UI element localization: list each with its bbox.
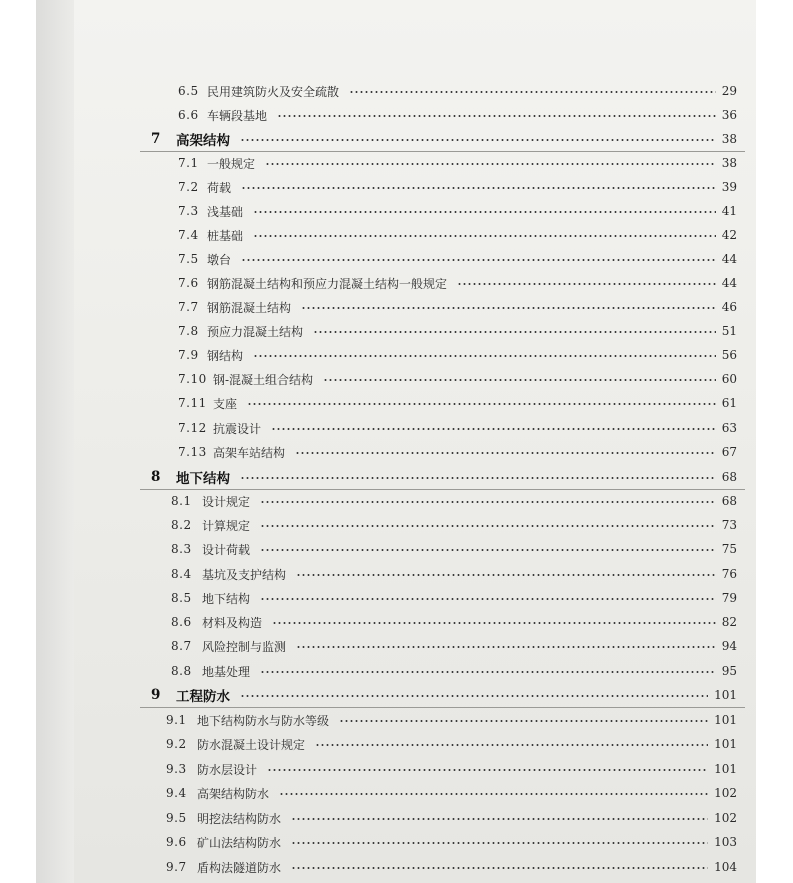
toc-entry-page-number: 41 xyxy=(721,204,737,218)
toc-entry-number: 7.1 xyxy=(178,156,199,170)
toc-entry-number: 9.1 xyxy=(166,713,187,727)
toc-entry-title: 墩台 xyxy=(207,252,232,267)
toc-entry-title: 钢筋混凝土结构 xyxy=(207,300,292,315)
toc-entry-title: 地下结构防水与防水等级 xyxy=(197,713,330,728)
toc-entry-number: 8.6 xyxy=(171,615,192,629)
toc-entry-title: 矿山法结构防水 xyxy=(197,835,282,850)
toc-section-row xyxy=(0,271,793,295)
toc-entry-page-number: 38 xyxy=(721,156,737,170)
toc-dot-leader xyxy=(296,574,716,576)
toc-entry-number: 8 xyxy=(151,469,161,485)
toc-entry-number: 7.12 xyxy=(178,421,207,435)
toc-entry-title: 设计规定 xyxy=(202,494,251,509)
toc-dot-leader xyxy=(267,769,708,771)
toc-dot-leader xyxy=(279,793,708,795)
toc-entry-page-number: 102 xyxy=(714,786,737,800)
toc-entry-title: 计算规定 xyxy=(202,518,251,533)
toc-section-row xyxy=(0,367,793,391)
toc-section-row xyxy=(0,537,793,561)
toc-entry-page-number: 61 xyxy=(721,396,737,410)
toc-entry-number: 7.2 xyxy=(178,180,199,194)
toc-entry-page-number: 101 xyxy=(714,713,737,727)
toc-entry-title: 钢结构 xyxy=(207,348,244,363)
toc-section-row xyxy=(0,830,793,854)
toc-dot-leader xyxy=(277,115,716,117)
toc-dot-leader xyxy=(265,163,716,165)
toc-section-row xyxy=(0,175,793,199)
toc-section-row xyxy=(0,708,793,732)
toc-entry-number: 7.13 xyxy=(178,445,207,459)
toc-section-row xyxy=(0,634,793,658)
toc-entry-title: 钢-混凝土组合结构 xyxy=(213,372,314,387)
toc-section-row xyxy=(0,610,793,634)
toc-entry-page-number: 103 xyxy=(714,835,737,849)
toc-entry-page-number: 76 xyxy=(721,567,737,581)
toc-dot-leader xyxy=(457,283,716,285)
toc-entry-title: 地下结构 xyxy=(176,471,230,487)
toc-entry-number: 7.3 xyxy=(178,204,199,218)
toc-entry-page-number: 101 xyxy=(714,688,737,702)
toc-chapter-row xyxy=(0,465,793,489)
toc-entry-number: 8.7 xyxy=(171,639,192,653)
toc-entry-title: 材料及构造 xyxy=(202,615,263,630)
toc-section-row xyxy=(0,562,793,586)
toc-dot-leader xyxy=(339,720,708,722)
toc-entry-title: 预应力混凝土结构 xyxy=(207,324,304,339)
toc-entry-title: 防水层设计 xyxy=(197,762,258,777)
toc-entry-title: 浅基础 xyxy=(207,204,244,219)
toc-entry-number: 7.6 xyxy=(178,276,199,290)
toc-section-row xyxy=(0,757,793,781)
toc-entry-page-number: 95 xyxy=(721,664,737,678)
toc-entry-number: 8.5 xyxy=(171,591,192,605)
toc-entry-title: 风险控制与监测 xyxy=(202,639,287,654)
toc-section-row xyxy=(0,781,793,805)
toc-dot-leader xyxy=(240,139,716,141)
toc-entry-page-number: 29 xyxy=(721,84,737,98)
toc-entry-page-number: 101 xyxy=(714,737,737,751)
toc-entry-page-number: 82 xyxy=(721,615,737,629)
toc-section-row xyxy=(0,732,793,756)
toc-entry-title: 防水混凝土设计规定 xyxy=(197,737,306,752)
toc-entry-number: 7.7 xyxy=(178,300,199,314)
toc-section-row xyxy=(0,586,793,610)
toc-entry-number: 7.8 xyxy=(178,324,199,338)
toc-entry-title: 地下结构 xyxy=(202,591,251,606)
toc-section-row xyxy=(0,247,793,271)
toc-section-row xyxy=(0,223,793,247)
toc-dot-leader xyxy=(253,355,716,357)
toc-dot-leader xyxy=(260,525,716,527)
toc-entry-title: 荷载 xyxy=(207,180,232,195)
toc-section-row xyxy=(0,440,793,464)
toc-entry-title: 抗震设计 xyxy=(213,421,262,436)
toc-dot-leader xyxy=(291,818,708,820)
toc-entry-title: 一般规定 xyxy=(207,156,256,171)
toc-entry-title: 高架车站结构 xyxy=(213,445,286,460)
toc-entry-title: 车辆段基地 xyxy=(207,108,268,123)
toc-entry-title: 支座 xyxy=(213,396,238,411)
toc-entry-page-number: 63 xyxy=(721,421,737,435)
toc-entry-number: 9.2 xyxy=(166,737,187,751)
toc-entry-number: 8.1 xyxy=(171,494,192,508)
toc-section-row xyxy=(0,79,793,103)
toc-dot-leader xyxy=(291,842,708,844)
toc-dot-leader xyxy=(260,501,716,503)
toc-section-row xyxy=(0,295,793,319)
toc-section-row xyxy=(0,416,793,440)
toc-entry-number: 7.10 xyxy=(178,372,207,386)
toc-dot-leader xyxy=(260,549,716,551)
toc-entry-number: 8.2 xyxy=(171,518,192,532)
toc-section-row xyxy=(0,855,793,879)
toc-dot-leader xyxy=(315,744,708,746)
toc-entry-number: 9 xyxy=(151,687,161,703)
toc-entry-page-number: 75 xyxy=(721,542,737,556)
toc-dot-leader xyxy=(260,671,716,673)
toc-dot-leader xyxy=(253,235,716,237)
toc-entry-number: 9.5 xyxy=(166,811,187,825)
toc-entry-page-number: 44 xyxy=(721,252,737,266)
toc-dot-leader xyxy=(271,428,716,430)
toc-entry-number: 8.8 xyxy=(171,664,192,678)
toc-entry-page-number: 38 xyxy=(721,132,737,146)
toc-entry-page-number: 79 xyxy=(721,591,737,605)
toc-entry-page-number: 73 xyxy=(721,518,737,532)
toc-entry-number: 7.4 xyxy=(178,228,199,242)
toc-entry-number: 9.7 xyxy=(166,860,187,874)
toc-entry-page-number: 51 xyxy=(721,324,737,338)
toc-section-row xyxy=(0,806,793,830)
toc-entry-number: 8.4 xyxy=(171,567,192,581)
toc-entry-page-number: 60 xyxy=(721,372,737,386)
toc-entry-number: 7.9 xyxy=(178,348,199,362)
toc-section-row xyxy=(0,199,793,223)
toc-section-row xyxy=(0,391,793,415)
toc-entry-page-number: 46 xyxy=(721,300,737,314)
toc-entry-title: 地基处理 xyxy=(202,664,251,679)
toc-section-row xyxy=(0,343,793,367)
toc-entry-number: 7.5 xyxy=(178,252,199,266)
toc-section-row xyxy=(0,659,793,683)
toc-entry-number: 9.4 xyxy=(166,786,187,800)
toc-entry-page-number: 102 xyxy=(714,811,737,825)
toc-entry-page-number: 67 xyxy=(721,445,737,459)
toc-dot-leader xyxy=(240,477,716,479)
toc-entry-title: 盾构法隧道防水 xyxy=(197,860,282,875)
toc-section-row xyxy=(0,489,793,513)
toc-section-row xyxy=(0,319,793,343)
toc-entry-page-number: 68 xyxy=(721,470,737,484)
toc-entry-title: 设计荷载 xyxy=(202,542,251,557)
toc-entry-page-number: 68 xyxy=(721,494,737,508)
toc-entry-page-number: 39 xyxy=(721,180,737,194)
toc-entry-number: 6.6 xyxy=(178,108,199,122)
toc-entry-page-number: 94 xyxy=(721,639,737,653)
toc-entry-number: 7.11 xyxy=(178,396,207,410)
toc-entry-page-number: 101 xyxy=(714,762,737,776)
toc-dot-leader xyxy=(260,598,716,600)
toc-entry-title: 桩基础 xyxy=(207,228,244,243)
toc-dot-leader xyxy=(323,379,716,381)
toc-dot-leader xyxy=(241,187,716,189)
toc-entry-title: 高架结构防水 xyxy=(197,786,270,801)
toc-section-row xyxy=(0,103,793,127)
toc-chapter-row xyxy=(0,683,793,707)
toc-entry-page-number: 104 xyxy=(714,860,737,874)
toc-entry-title: 明挖法结构防水 xyxy=(197,811,282,826)
toc-section-row xyxy=(0,151,793,175)
toc-entry-title: 钢筋混凝土结构和预应力混凝土结构一般规定 xyxy=(207,276,448,291)
toc-dot-leader xyxy=(291,867,708,869)
toc-entry-page-number: 36 xyxy=(721,108,737,122)
toc-entry-number: 9.6 xyxy=(166,835,187,849)
toc-entry-title: 高架结构 xyxy=(176,133,230,149)
toc-dot-leader xyxy=(349,91,716,93)
toc-dot-leader xyxy=(241,259,716,261)
toc-dot-leader xyxy=(240,695,708,697)
toc-entry-title: 民用建筑防火及安全疏散 xyxy=(207,84,340,99)
toc-dot-leader xyxy=(296,646,716,648)
toc-dot-leader xyxy=(301,307,716,309)
toc-entry-page-number: 56 xyxy=(721,348,737,362)
toc-dot-leader xyxy=(295,452,716,454)
toc-chapter-row xyxy=(0,127,793,151)
toc-dot-leader xyxy=(247,403,716,405)
toc-dot-leader xyxy=(272,622,716,624)
toc-entry-number: 7 xyxy=(151,131,161,147)
toc-entry-number: 8.3 xyxy=(171,542,192,556)
toc-entry-page-number: 42 xyxy=(721,228,737,242)
toc-dot-leader xyxy=(313,331,716,333)
toc-entry-title: 工程防水 xyxy=(176,689,230,705)
toc-entry-title: 基坑及支护结构 xyxy=(202,567,287,582)
toc-entry-number: 6.5 xyxy=(178,84,199,98)
toc-section-row xyxy=(0,513,793,537)
toc-dot-leader xyxy=(253,211,716,213)
toc-entry-number: 9.3 xyxy=(166,762,187,776)
toc-entry-page-number: 44 xyxy=(721,276,737,290)
